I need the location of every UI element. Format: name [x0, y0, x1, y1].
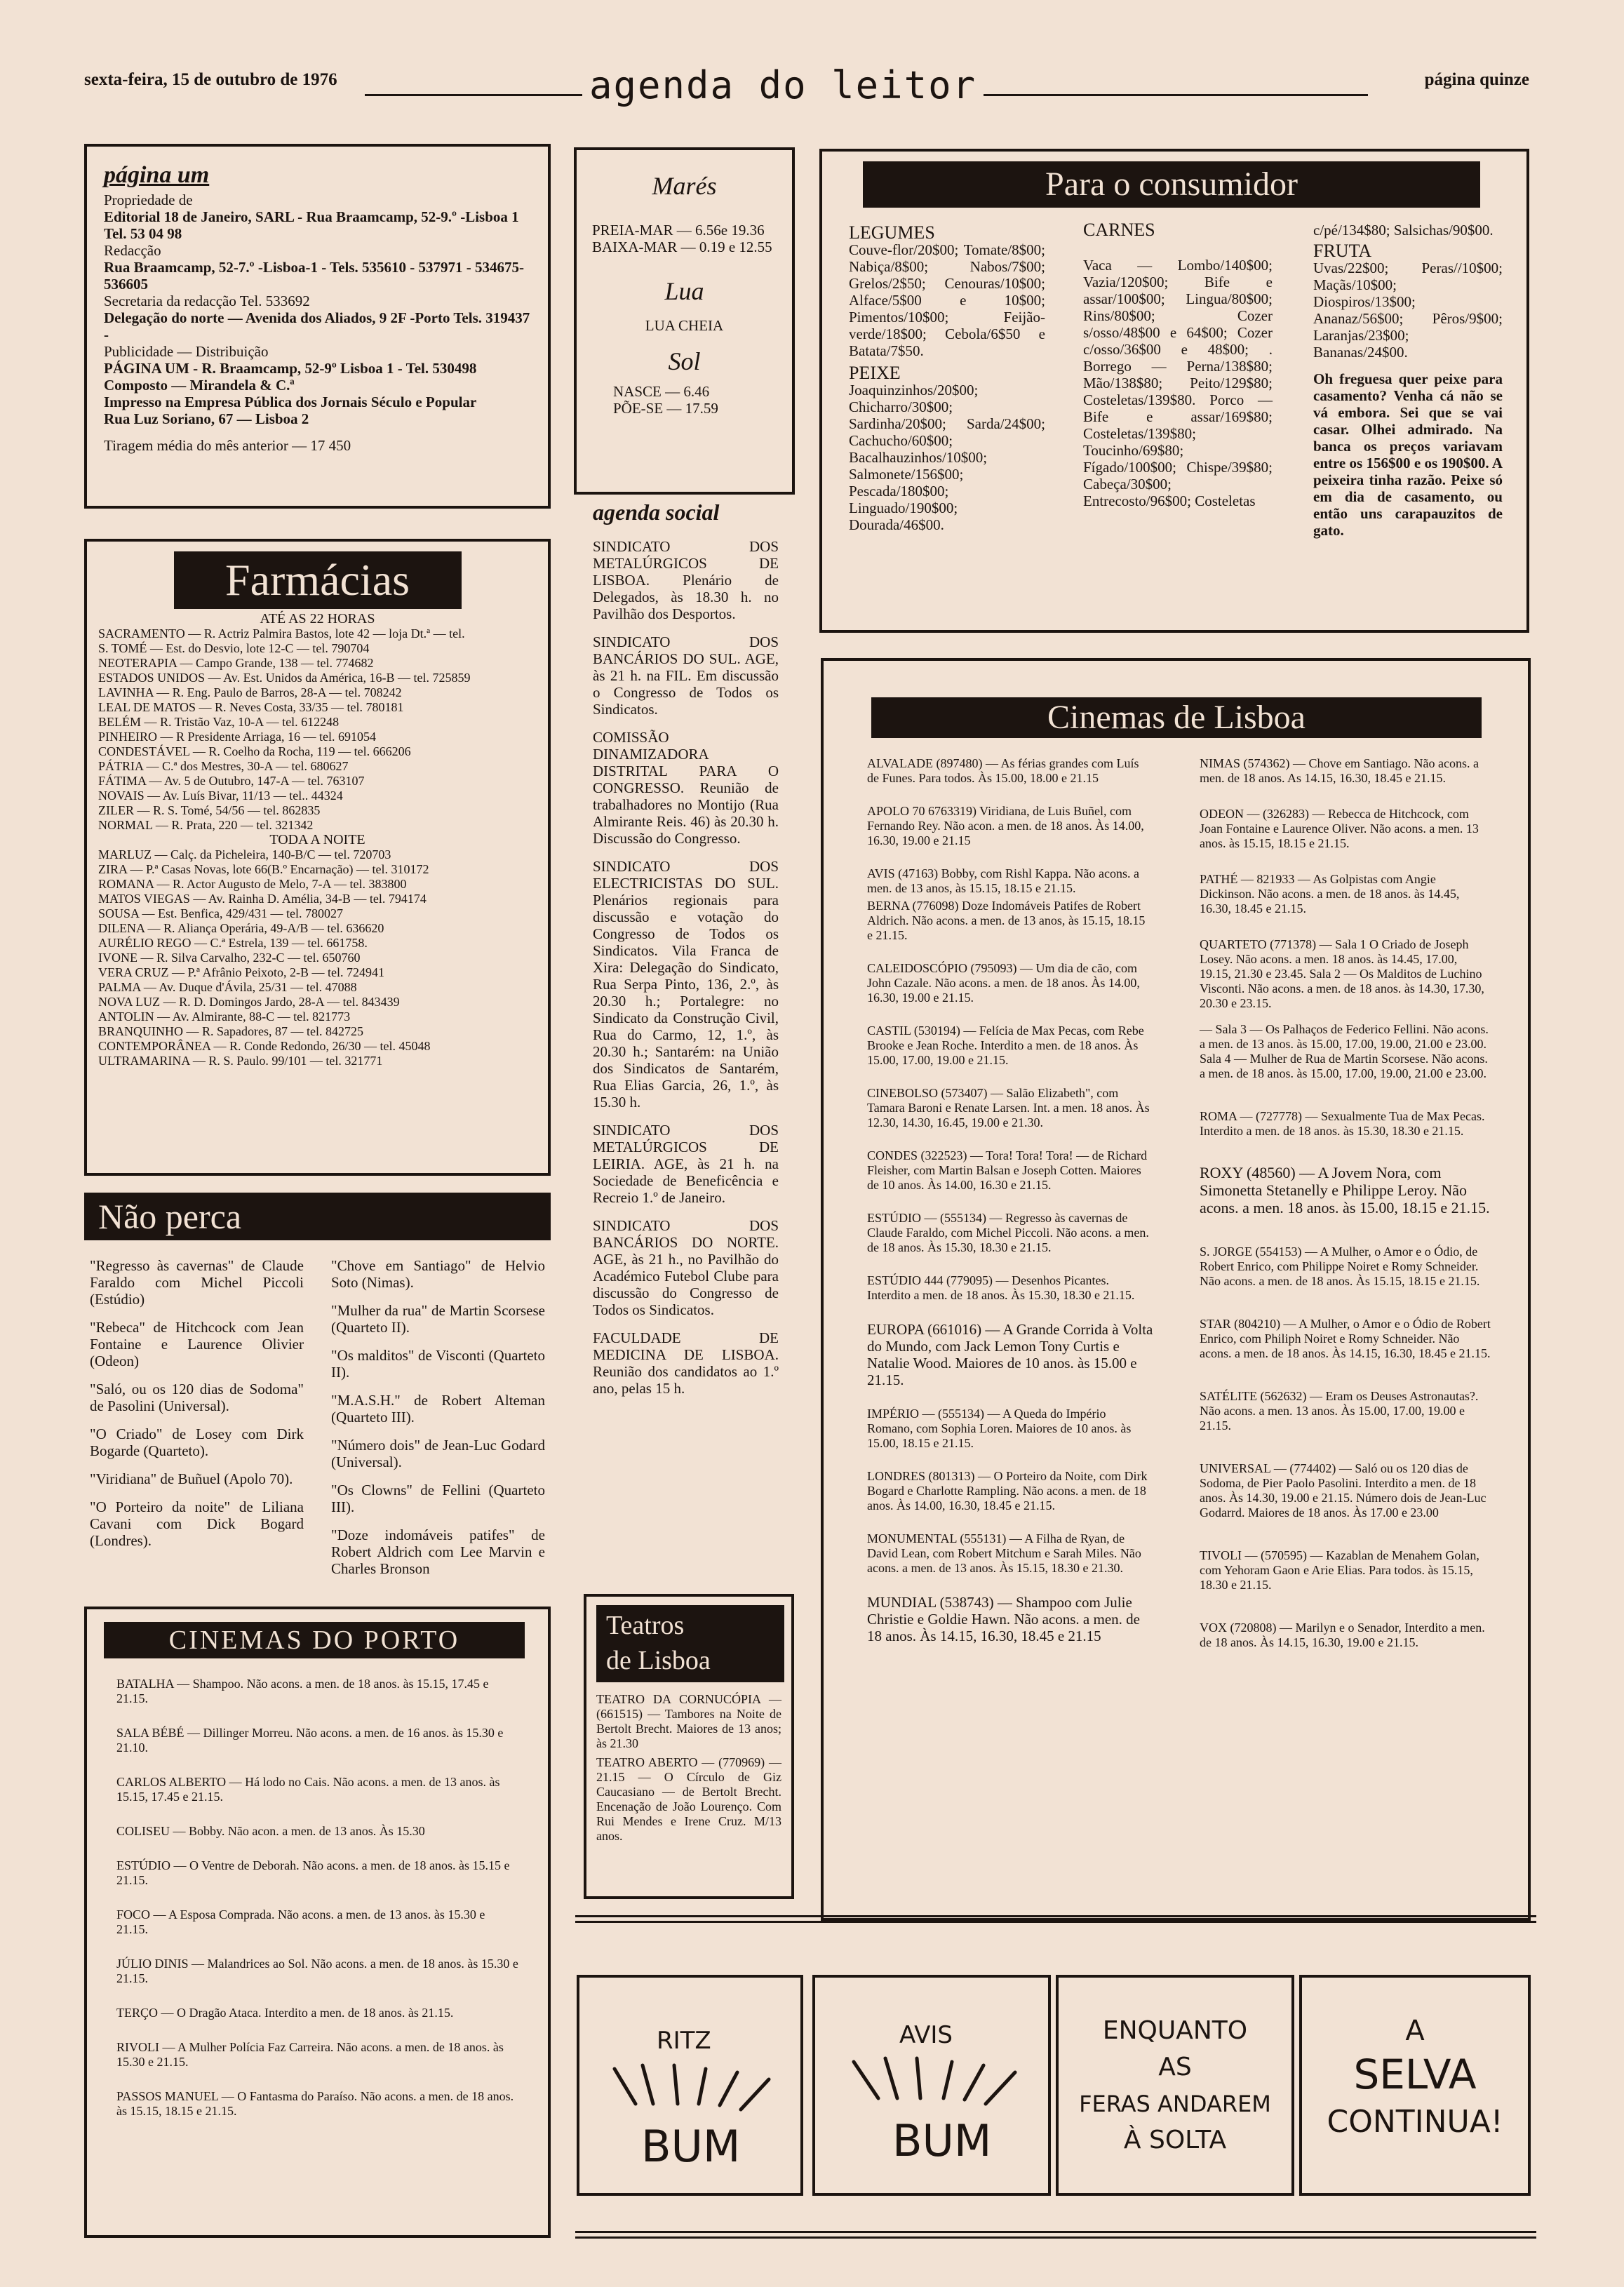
divider-rule — [575, 1915, 1536, 1917]
cinema-item: MUNDIAL (538743) — Shampoo com Julie Christie e Goldie Hawn. Não acons. a men. de 18 anos. Às 14.15, 16.30, 18.45 e 21.15 — [867, 1594, 1140, 1644]
cartoon-panel-feras — [1056, 1975, 1294, 2196]
cartoon-line: SELVA — [1353, 2051, 1477, 2098]
mares-title: Marés — [652, 172, 717, 200]
farmacia-item: MARLUZ — Calç. da Picheleira, 140-B/C — tel. 720703 — [98, 847, 391, 861]
cinema-item: UNIVERSAL — (774402) — Saló ou os 120 dias de Sodoma, de Pier Paolo Pasolini. Interdito a men. de 18 anos. Às 14.30, 19.00 e 21.15. Número dois de Jean-Luc Godarrd. Maiores de 18 anos. Às 17.00 e 23.00 — [1200, 1461, 1487, 1520]
consumidor-title: Para o consumidor — [863, 161, 1480, 208]
cinemas-lisboa-col-right — [1200, 756, 1491, 1650]
agenda-item: SINDICATO DOS BANCÁRIOS DO NORTE. AGE, às 21 h., no Pavilhão do Académico Futebol Clube para discussão do Congresso de Todos os Sindicatos. — [593, 1217, 779, 1318]
carnes-text: Vaca — Lombo/140$00; Vazia/120$00; Bife e assar/100$00; Lingua/80$00; Rins/80$00; Cozer s/osso/48$00 e 64$00; Cozer c/osso/36$00 e 48$00; . Borrego — Perna/138$80; Mão/138$80; Peito/129$80; Costeletas/139$80. Porco — Bife e assar/169$80; Costeletas/139$80; Toucinho/69$80; Fígado/100$00; Chispe/39$80; Cabeça/30$00; Entrecosto/96$00; Costeletas — [1083, 257, 1273, 509]
teatros-list — [596, 1692, 781, 1844]
farmacia-item: NOVA LUZ — R. D. Domingos Jardo, 28-A — tel. 843439 — [98, 995, 400, 1009]
pagina-um-title: página um — [104, 162, 210, 188]
burst-lines-icon — [847, 2055, 1022, 2111]
farmacia-item: NORMAL — R. Prata, 220 — tel. 321342 — [98, 818, 314, 832]
farmacia-item: IVONE — R. Silva Carvalho, 232-C — tel. 650760 — [98, 951, 361, 965]
farmacia-item: FÁTIMA — Av. 5 de Outubro, 147-A — tel. 763107 — [98, 774, 365, 788]
nao-perca-item: "Regresso às cavernas" de Claude Faraldo com Michel Piccoli (Estúdio) — [90, 1257, 304, 1308]
nao-perca-item: "Doze indomáveis patifes" de Robert Aldrich com Lee Marvin e Charles Bronson — [331, 1527, 545, 1577]
nao-perca-item: "Os Clowns" de Fellini (Quarteto III). — [331, 1482, 545, 1515]
nao-perca-item: "Viridiana" de Buñuel (Apolo 70). — [90, 1470, 293, 1487]
porto-item: SALA BÉBÉ — Dillinger Morreu. Não acons. a men. de 16 anos. às 15.30 e 21.10. — [116, 1726, 504, 1755]
cartoon-panel-avis — [812, 1975, 1051, 2196]
porto-item: COLISEU — Bobby. Não acon. a men. de 13 anos. Às 15.30 — [116, 1824, 425, 1838]
farmacia-item: ZIRA — P.ª Casas Novas, lote 66(B.º Encarnação) — tel. 310172 — [98, 862, 429, 876]
header-title: agenda do leitor — [582, 63, 984, 107]
cartoon-line: AS — [1158, 2053, 1192, 2081]
cartoon-line: CONTINUA! — [1327, 2104, 1503, 2140]
fruta-text: Uvas/22$00; Peras//10$00; Maçãs/10$00; Diospiros/13$00; Ananaz/56$00; Pêros/9$00; Laranjas/23$00; Bananas/24$00. — [1313, 260, 1503, 361]
lua-title: Lua — [664, 277, 704, 305]
cartoon-line: A — [1405, 2015, 1425, 2047]
farmacia-item: PÁTRIA — C.ª dos Mestres, 30-A — tel. 680627 — [98, 759, 349, 773]
cinema-item: BERNA (776098) Doze Indomáveis Patifes de Robert Aldrich. Não acons. a men. de 13 anos, às 15.15, 18.15 e 21.15. — [867, 899, 1146, 942]
cinema-item: LONDRES (801313) — O Porteiro da Noite, com Dirk Bogard e Charlotte Rampling. Não acons. a men. de 18 anos. Às 14.00, 16.30, 18.45 e 21.15. — [867, 1469, 1148, 1513]
page-header — [84, 63, 1529, 107]
farmacias-list-2 — [98, 847, 537, 1068]
nao-perca-col-left — [90, 1257, 304, 1560]
farmacia-item: BELÉM — R. Tristão Vaz, 10-A — tel. 612248 — [98, 715, 340, 729]
header-page: página quinze — [1424, 70, 1529, 89]
cartoon-selva-text — [1302, 2013, 1528, 2145]
cinema-item: SATÉLITE (562632) — Eram os Deuses Astronautas?. Não acons. a men. 13 anos. Às 15.00, 17.00, 19.00 e 21.15. — [1200, 1389, 1479, 1433]
bottom-rule — [575, 2231, 1536, 2233]
cartoon-ritz-label: RITZ — [657, 2027, 711, 2055]
nao-perca-title: Não perca — [84, 1193, 551, 1240]
consumidor-box — [819, 149, 1529, 633]
carnes-heading: CARNES — [1083, 220, 1155, 240]
cartoon-avis-bum: BUM — [892, 2115, 992, 2166]
mares-line: BAIXA-MAR — 0.19 e 12.55 — [592, 239, 772, 255]
cinema-item: CONDES (322523) — Tora! Tora! Tora! — de Richard Fleisher, com Martin Balsan e Joseph Cotten. Maiores de 10 anos. Às 14.00, 16.30 e 21.15. — [867, 1148, 1148, 1192]
farmacia-item: CONTEMPORÂNEA — R. Conde Redondo, 26/30 — tel. 45048 — [98, 1039, 431, 1053]
farmacia-item: ZILER — R. S. Tomé, 54/56 — tel. 862835 — [98, 803, 321, 817]
farmacia-item: SOUSA — Est. Benfica, 429/431 — tel. 780027 — [98, 906, 343, 920]
cinema-item: MONUMENTAL (555131) — A Filha de Ryan, de David Lean, com Robert Mitchum e Sarah Miles. Não acons. a men. de 13 anos. Às 15.15, 18.30 e 21.30. — [867, 1531, 1141, 1575]
legumes-text: Couve-flor/20$00; Tomate/8$00; Nabiça/8$00; Nabos/7$00; Grelos/2$50; Cenouras/10$00; Alface/5$00 e 10$00; Pimentos/10$00; Feijão-verde/18$00; Cebola/6$50 e Batata/7$50. — [849, 241, 1045, 359]
sol-title: Sol — [668, 347, 701, 375]
cinema-item: TIVOLI — (570595) — Kazablan de Menahem Golan, com Yehoram Gaon e Arie Elias. Para todos. às 15.15, 18.30 e 21.15. — [1200, 1548, 1479, 1592]
pm-line: Rua Luz Soriano, 67 — Lisboa 2 — [104, 410, 309, 427]
sol-line: NASCE — 6.46 — [613, 383, 710, 400]
cinema-item: STAR (804210) — A Mulher, o Amor e o Ódio de Robert Enrico, com Philiph Noiret e Romy Schneider. Não acons. a men. de 18 anos. Às 14.15, 16.30, 18.45 e 21.15. — [1200, 1317, 1491, 1360]
farmacia-item: PINHEIRO — R Presidente Arriaga, 16 — tel. 691054 — [98, 730, 376, 744]
farmacia-item: S. TOMÉ — Est. do Desvio, lote 12-C — tel. 790704 — [98, 641, 370, 655]
porto-box — [84, 1607, 551, 2238]
cinema-item: — Sala 3 — Os Palhaços de Federico Fellini. Não acons. a men. de 13 anos. às 15.00, 17.00, 19.00, 21.00 e 23.00. Sala 4 — Mulher de Rua de Martin Scorsese. Não acons. a men. de 18 anos. às 15.00, 17.00, 19.00, 21.00 e 23.00. — [1200, 1022, 1489, 1080]
bottom-rule — [575, 2236, 1536, 2239]
farmacia-item: SACRAMENTO — R. Actriz Palmira Bastos, lote 42 — loja Dt.ª — tel. — [98, 626, 465, 641]
agenda-item: SINDICATO DOS BANCÁRIOS DO SUL. AGE, às 21 h. na FIL. Em discussão o Congresso de Todos os Sindicatos. — [593, 633, 779, 718]
consumidor-col-2 — [1083, 222, 1273, 509]
cartoon-line: FERAS ANDAREM — [1079, 2091, 1271, 2117]
nao-perca-item: "Mulher da rua" de Martin Scorsese (Quarteto II). — [331, 1302, 545, 1336]
peixe-heading: PEIXE — [849, 363, 901, 383]
farmacia-item: MATOS VIEGAS — Av. Rainha D. Amélia, 34-B — tel. 794174 — [98, 892, 427, 906]
porto-item: TERÇO — O Dragão Ataca. Interdito a men. de 18 anos. às 21.15. — [116, 2006, 454, 2020]
farmacia-item: LEAL DE MATOS — R. Neves Costa, 33/35 — tel. 780181 — [98, 700, 404, 714]
porto-item: CARLOS ALBERTO — Há lodo no Cais. Não acons. a men. de 13 anos. às 15.15, 17.45 e 21.15. — [116, 1775, 500, 1804]
farmacia-item: ROMANA — R. Actor Augusto de Melo, 7-A — tel. 383800 — [98, 877, 407, 891]
nao-perca-item: "Saló, ou os 120 dias de Sodoma" de Pasolini (Universal). — [90, 1381, 304, 1414]
carnes-cont: c/pé/134$80; Salsichas/90$00. — [1313, 222, 1494, 239]
nao-perca-item: "Número dois" de Jean-Luc Godard (Universal). — [331, 1437, 545, 1470]
cartoon-ritz-bum: BUM — [641, 2121, 741, 2172]
teatro-item: TEATRO DA CORNUCÓPIA — (661515) — Tambores na Noite de Bertolt Brecht. Maiores de 13 anos; às 21.30 — [596, 1692, 781, 1750]
porto-list — [104, 1677, 531, 2119]
cinemas-lisboa-box — [821, 658, 1531, 1921]
fruta-heading: FRUTA — [1313, 241, 1372, 261]
farmacias-sub1: ATÉ AS 22 HORAS — [260, 611, 375, 626]
pm-line: Tiragem média do mês anterior — 17 450 — [104, 437, 351, 454]
cinema-item: ROMA — (727778) — Sexualmente Tua de Max Pecas. Interdito a men. de 18 anos. às 15.30, 18.30 e 21.15. — [1200, 1109, 1485, 1138]
mares-box — [574, 147, 795, 495]
pm-line: Editorial 18 de Janeiro, SARL - Rua Braamcamp, 52-9.º -Lisboa 1 Tel. 53 04 98 — [104, 208, 519, 242]
nao-perca-item: "Os malditos" de Visconti (Quarteto II). — [331, 1347, 545, 1381]
farmacias-list-1 — [98, 626, 537, 833]
porto-item: JÚLIO DINIS — Malandrices ao Sol. Não acons. a men. de 18 anos. às 15.30 e 21.15. — [116, 1957, 518, 1985]
agenda-social-list — [593, 538, 779, 1397]
consumidor-col-3 — [1313, 222, 1503, 539]
teatros-title-1: Teatros — [606, 1611, 685, 1640]
cinema-item: S. JORGE (554153) — A Mulher, o Amor e o Ódio, de Robert Enrico, com Philippe Noiret e Romy Schneider. Não acons. a men. de 18 anos. Às 15.15, 18.15 e 21.15. — [1200, 1245, 1480, 1288]
peixe-text: Joaquinzinhos/20$00; Chicharro/30$00; Sardinha/20$00; Sarda/24$00; Cachucho/60$00; Bacalhauzinhos/10$00; Salmonete/156$00; Pescada/180$00; Linguado/190$00; Dourada/46$00. — [849, 382, 1045, 533]
farmacias-title: Farmácias — [174, 551, 462, 609]
porto-item: ESTÚDIO — O Ventre de Deborah. Não acons. a men. de 18 anos. às 15.15 e 21.15. — [116, 1858, 510, 1887]
porto-item: FOCO — A Esposa Comprada. Não acons. a men. de 13 anos. às 15.30 e 21.15. — [116, 1907, 485, 1936]
cinema-item: ESTÚDIO — (555134) — Regresso às cavernas de Claude Faraldo, com Michel Piccoli. Não acons. a men. de 18 anos. Às 15.30, 18.30 e 21.15. — [867, 1211, 1149, 1254]
consumidor-joke: Oh freguesa quer peixe para casamento? Venha cá não se vá embora. Sei que se vai casar. Olhei admirado. Na banca os preços variavam entre os 156$00 e os 190$00. A peixeira tinha razão. Peixe só em dia de casamento, ou então uns carapauzitos de gato. — [1313, 370, 1503, 539]
cinemas-lisboa-col-left — [867, 756, 1153, 1644]
agenda-item: COMISSÃO DINAMIZADORA DISTRITAL PARA O CONGRESSO. Reunião de trabalhadores no Montijo (Rua Almirante Reis. 46) às 20.30 h. Discussão do Congresso. — [593, 729, 779, 847]
cinema-item: PATHÉ — 821933 — As Golpistas com Angie Dickinson. Não acons. a men. de 18 anos. às 14.45, 16.30, 18.45 e 21.15. — [1200, 872, 1460, 916]
cinema-item: VOX (720808) — Marilyn e o Senador, Interdito a men. de 18 anos. Às 14.15, 16.30, 19.00 e 21.15. — [1200, 1621, 1485, 1649]
teatro-item: TEATRO ABERTO — (770969) — 21.15 — O Círculo de Giz Caucasiano — de Bertolt Brecht. Encenação de João Lourenço. Com Rui Mendes e Irene Cruz. M/13 anos. — [596, 1755, 781, 1843]
farmacia-item: CONDESTÁVEL — R. Coelho da Rocha, 119 — tel. 666206 — [98, 744, 411, 758]
cinema-item: NIMAS (574362) — Chove em Santiago. Não acons. a men. de 18 anos. As 14.15, 16.30, 18.45 e 21.15. — [1200, 756, 1479, 785]
lua-text: LUA CHEIA — [645, 317, 724, 334]
mares-line: PREIA-MAR — 6.56e 19.36 — [592, 222, 765, 239]
teatros-title-2: de Lisboa — [606, 1646, 711, 1675]
cinema-item: ODEON — (326283) — Rebecca de Hitchcock, com Joan Fontaine e Laurence Oliver. Não acons. a men. 13 anos. às 15.15, 18.15 e 21.15. — [1200, 807, 1479, 850]
cartoon-avis-label: AVIS — [899, 2021, 953, 2049]
porto-item: RIVOLI — A Mulher Polícia Faz Carreira. Não acons. a men. de 18 anos. às 15.30 e 21.15. — [116, 2040, 504, 2069]
teatros-title — [596, 1605, 784, 1682]
pm-line: Propriedade de — [104, 192, 193, 208]
header-date: sexta-feira, 15 de outubro de 1976 — [84, 70, 337, 89]
divider-rule — [575, 1921, 1536, 1923]
cinemas-lisboa-title: Cinemas de Lisboa — [871, 697, 1482, 738]
farmacia-item: BRANQUINHO — R. Sapadores, 87 — tel. 842725 — [98, 1024, 363, 1038]
farmacia-item: ANTOLIN — Av. Almirante, 88-C — tel. 821773 — [98, 1010, 351, 1024]
agenda-social-section — [593, 499, 779, 1573]
farmacia-item: PALMA — Av. Duque d'Ávila, 25/31 — tel. 47088 — [98, 980, 357, 994]
farmacia-item: LAVINHA — R. Eng. Paulo de Barros, 28-A — tel. 708242 — [98, 685, 402, 699]
nao-perca-section — [84, 1193, 551, 1599]
nao-perca-item: "M.A.S.H." de Robert Alteman (Quarteto III). — [331, 1392, 545, 1426]
consumidor-col-1 — [849, 224, 1045, 533]
pm-line: Rua Braamcamp, 52-7.º -Lisboa-1 - Tels. 535610 - 537971 - 534675- 536605 — [104, 259, 525, 293]
pm-line: Composto — Mirandela & C.ª — [104, 377, 295, 394]
nao-perca-item: "Chove em Santiago" de Helvio Soto (Nimas). — [331, 1257, 545, 1291]
cartoon-feras-text — [1059, 2013, 1291, 2159]
agenda-social-title: agenda social — [593, 499, 720, 525]
agenda-item: SINDICATO DOS METALÚRGICOS DE LISBOA. Plenário de Delegados, às 18.30 h. no Pavilhão dos Desportos. — [593, 538, 779, 622]
cinema-item: AVIS (47163) Bobby, com Rishl Kappa. Não acons. a men. de 13 anos, às 15.15, 18.15 e 21.15. — [867, 866, 1139, 895]
farmacia-item: ESTADOS UNIDOS — Av. Est. Unidos da América, 16-B — tel. 725859 — [98, 671, 471, 685]
cinema-item: ESTÚDIO 444 (779095) — Desenhos Picantes. Interdito a men. de 18 anos. Às 15.30, 18.30 e 21.15. — [867, 1273, 1135, 1302]
farmacia-item: NEOTERAPIA — Campo Grande, 138 — tel. 774682 — [98, 656, 374, 670]
cinema-item: ROXY (48560) — A Jovem Nora, com Simonetta Stetanelly e Philippe Leroy. Não acons. a men. 18 anos. às 15.00, 18.15 e 21.15. — [1200, 1164, 1490, 1216]
pagina-um-text — [104, 192, 531, 454]
cartoon-panel-ritz — [577, 1975, 803, 2196]
pm-line: Impresso na Empresa Pública dos Jornais Século e Popular — [104, 394, 477, 410]
farmacia-item: DILENA — R. Aliança Operária, 49-A/B — tel. 636620 — [98, 921, 384, 935]
cinema-item: CALEIDOSCÓPIO (795093) — Um dia de cão, com John Cazale. Não acons. a men. de 18 anos. Às 14.00, 16.30, 19.00 e 21.15. — [867, 961, 1140, 1005]
cinema-item: ALVALADE (897480) — As férias grandes com Luís de Funes. Para todos. Às 15.00, 18.00 e 21.15 — [867, 756, 1139, 785]
cinema-item: CASTIL (530194) — Felícia de Max Pecas, com Rebe Brooke e Jean Roche. Interdito a men. de 18 anos. Às 15.00, 17.00, 19.00 e 21.15. — [867, 1024, 1144, 1067]
pagina-um-box — [84, 144, 551, 509]
farmacia-item: NOVAIS — Av. Luís Bivar, 11/13 — tel.. 44324 — [98, 789, 343, 803]
nao-perca-item: "O Porteiro da noite" de Liliana Cavani com Dick Bogard (Londres). — [90, 1498, 304, 1549]
nao-perca-col-right — [331, 1257, 545, 1588]
porto-item: BATALHA — Shampoo. Não acons. a men. de 18 anos. às 15.15, 17.45 e 21.15. — [116, 1677, 489, 1705]
sol-line: PÕE-SE — 17.59 — [613, 400, 718, 417]
porto-item: PASSOS MANUEL — O Fantasma do Paraíso. Não acons. a men. de 18 anos. às 15.15, 18.15 e 21.15. — [116, 2089, 514, 2118]
cinema-item: APOLO 70 6763319) Viridiana, de Luis Buñel, com Fernando Rey. Não acon. a men. de 18 anos. Às 14.00, 16.30, 19.00 e 21.15 — [867, 804, 1144, 847]
agenda-item: SINDICATO DOS ELECTRICISTAS DO SUL. Plenários regionais para discussão e votação do Congresso de Todos os Sindicatos. Vila Franca de Xira: Delegação do Sindicato, Rua Serpa Pinto, 136, 2.º, às 20.30 h.; Portalegre: no Sindicato da Construção Civil, Rua do Carmo, 12, 1.º, às 20.30 h.; Santarém: na União dos Sindicatos de Santarém, Rua Elias Garcia, 26, 1.º, às 15.30 h. — [593, 858, 779, 1111]
porto-title: CINEMAS DO PORTO — [104, 1622, 525, 1658]
cinema-item: CINEBOLSO (573407) — Salão Elizabeth", com Tamara Baroni e Renate Larsen. Int. a men. 18 anos. Às 12.30, 14.30, 16.45, 19.00 e 21.30. — [867, 1086, 1150, 1129]
burst-lines-icon — [608, 2062, 776, 2118]
pm-line: Delegação do norte — Avenida dos Aliados, 9 2F -Porto Tels. 319437 - — [104, 309, 530, 343]
farmacia-item: AURÉLIO REGO — C.ª Estrela, 139 — tel. 661758. — [98, 936, 368, 950]
pm-line: Publicidade — Distribuição — [104, 343, 269, 360]
cinema-item: IMPÉRIO — (555134) — A Queda do Império Romano, com Sophia Loren. Maiores de 10 anos. às 15.00, 18.15 e 21.15. — [867, 1407, 1132, 1450]
pm-line: Redacção — [104, 242, 161, 259]
agenda-item: FACULDADE DE MEDICINA DE LISBOA. Reunião dos candidatos ao 1.º ano, pelas 15 h. — [593, 1329, 779, 1397]
farmacia-item: VERA CRUZ — P.ª Afrânio Peixoto, 2-B — tel. 724941 — [98, 965, 384, 979]
cartoon-line: À SOLTA — [1123, 2126, 1227, 2154]
agenda-item: SINDICATO DOS METALÚRGICOS DE LEIRIA. AGE, às 21 h. na Sociedade de Beneficência e Recreio 1.º de Janeiro. — [593, 1122, 779, 1206]
nao-perca-item: "O Criado" de Losey com Dirk Bogarde (Quarteto). — [90, 1426, 304, 1459]
farmacias-box — [84, 539, 551, 1176]
pm-line: PÁGINA UM - R. Braamcamp, 52-9º Lisboa 1 - Tel. 530498 — [104, 360, 477, 377]
cinema-item: EUROPA (661016) — A Grande Corrida à Volta do Mundo, com Jack Lemon Tony Curtis e Natalie Wood. Maiores de 10 anos. às 15.00 e 21.15. — [867, 1321, 1153, 1388]
pm-line: Secretaria da redacção Tel. 533692 — [104, 293, 310, 309]
teatros-box — [584, 1594, 794, 1899]
cartoon-line: ENQUANTO — [1102, 2016, 1248, 2045]
nao-perca-item: "Rebeca" de Hitchcock com Jean Fontaine e Laurence Olivier (Odeon) — [90, 1319, 304, 1369]
legumes-heading: LEGUMES — [849, 222, 935, 243]
farmacia-item: ULTRAMARINA — R. S. Paulo. 99/101 — tel. 321771 — [98, 1054, 383, 1068]
farmacias-sub2: TODA A NOITE — [269, 832, 365, 847]
cartoon-panel-selva — [1299, 1975, 1531, 2196]
cinema-item: QUARTETO (771378) — Sala 1 O Criado de Joseph Losey. Não acons. a men. 18 anos. às 14.45, 17.00, 19.15, 21.30 e 23.45. Sala 2 — Os Malditos de Luchino Visconti. Não acons. a men. de 18 anos. às 14.30, 17.30, 20.30 e 23.15. — [1200, 937, 1484, 1010]
